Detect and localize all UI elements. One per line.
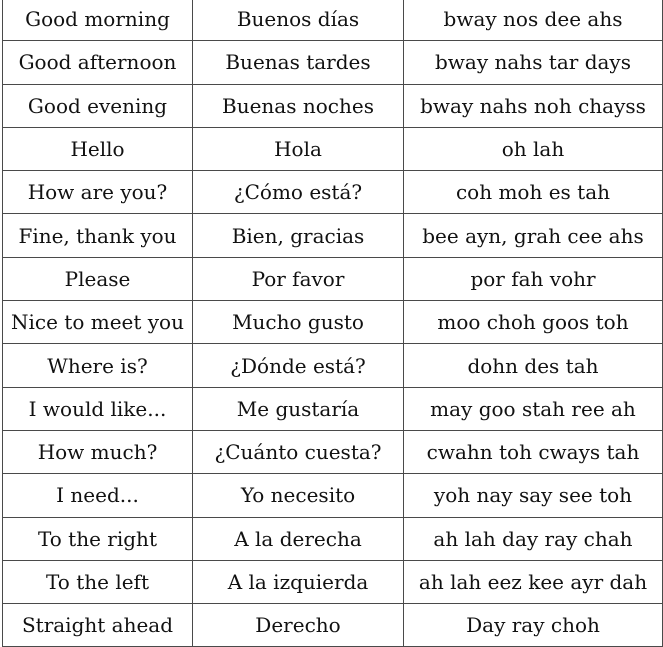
phrase-table — [2, 0, 663, 647]
spanish-cell: Bien, gracias — [193, 214, 404, 257]
spanish-cell: Derecho — [193, 604, 404, 647]
spanish-cell: Hola — [193, 127, 404, 170]
table-row — [3, 474, 663, 517]
table-row — [3, 171, 663, 214]
spanish-cell: ¿Cuánto cuesta? — [193, 430, 404, 473]
english-cell: To the right — [3, 517, 193, 560]
english-cell: Where is? — [3, 344, 193, 387]
pronunciation-cell: bway nahs tar days — [404, 41, 663, 84]
spanish-cell: A la derecha — [193, 517, 404, 560]
pronunciation-cell: cwahn toh cways tah — [404, 430, 663, 473]
table-row — [3, 301, 663, 344]
english-cell: To the left — [3, 560, 193, 603]
table-row — [3, 127, 663, 170]
english-cell: I need... — [3, 474, 193, 517]
pronunciation-cell: ah lah eez kee ayr dah — [404, 560, 663, 603]
spanish-cell: Buenas noches — [193, 84, 404, 127]
spanish-cell: A la izquierda — [193, 560, 404, 603]
spanish-cell: Yo necesito — [193, 474, 404, 517]
spanish-cell: Mucho gusto — [193, 301, 404, 344]
pronunciation-cell: moo choh goos toh — [404, 301, 663, 344]
spanish-cell: ¿Cómo está? — [193, 171, 404, 214]
spanish-cell: Buenos días — [193, 0, 404, 41]
spanish-cell: ¿Dónde está? — [193, 344, 404, 387]
english-cell: Please — [3, 257, 193, 300]
pronunciation-cell: ah lah day ray chah — [404, 517, 663, 560]
pronunciation-cell: coh moh es tah — [404, 171, 663, 214]
pronunciation-cell: bway nos dee ahs — [404, 0, 663, 41]
pronunciation-cell: bway nahs noh chayss — [404, 84, 663, 127]
table-row — [3, 344, 663, 387]
pronunciation-cell: may goo stah ree ah — [404, 387, 663, 430]
table-row — [3, 430, 663, 473]
english-cell: How much? — [3, 430, 193, 473]
table-row — [3, 604, 663, 647]
table-row — [3, 517, 663, 560]
table-row — [3, 387, 663, 430]
table-row — [3, 257, 663, 300]
pronunciation-cell: Day ray choh — [404, 604, 663, 647]
english-cell: Fine, thank you — [3, 214, 193, 257]
phrase-table-body — [3, 0, 663, 647]
spanish-cell: Buenas tardes — [193, 41, 404, 84]
pronunciation-cell: oh lah — [404, 127, 663, 170]
pronunciation-cell: por fah vohr — [404, 257, 663, 300]
english-cell: Good evening — [3, 84, 193, 127]
english-cell: Straight ahead — [3, 604, 193, 647]
pronunciation-cell: dohn des tah — [404, 344, 663, 387]
table-row — [3, 0, 663, 41]
phrase-table-container — [2, 0, 662, 647]
table-row — [3, 214, 663, 257]
spanish-cell: Me gustaría — [193, 387, 404, 430]
english-cell: Nice to meet you — [3, 301, 193, 344]
spanish-cell: Por favor — [193, 257, 404, 300]
table-row — [3, 41, 663, 84]
english-cell: I would like... — [3, 387, 193, 430]
english-cell: Hello — [3, 127, 193, 170]
pronunciation-cell: bee ayn, grah cee ahs — [404, 214, 663, 257]
english-cell: How are you? — [3, 171, 193, 214]
pronunciation-cell: yoh nay say see toh — [404, 474, 663, 517]
table-row — [3, 84, 663, 127]
english-cell: Good afternoon — [3, 41, 193, 84]
english-cell: Good morning — [3, 0, 193, 41]
table-row — [3, 560, 663, 603]
